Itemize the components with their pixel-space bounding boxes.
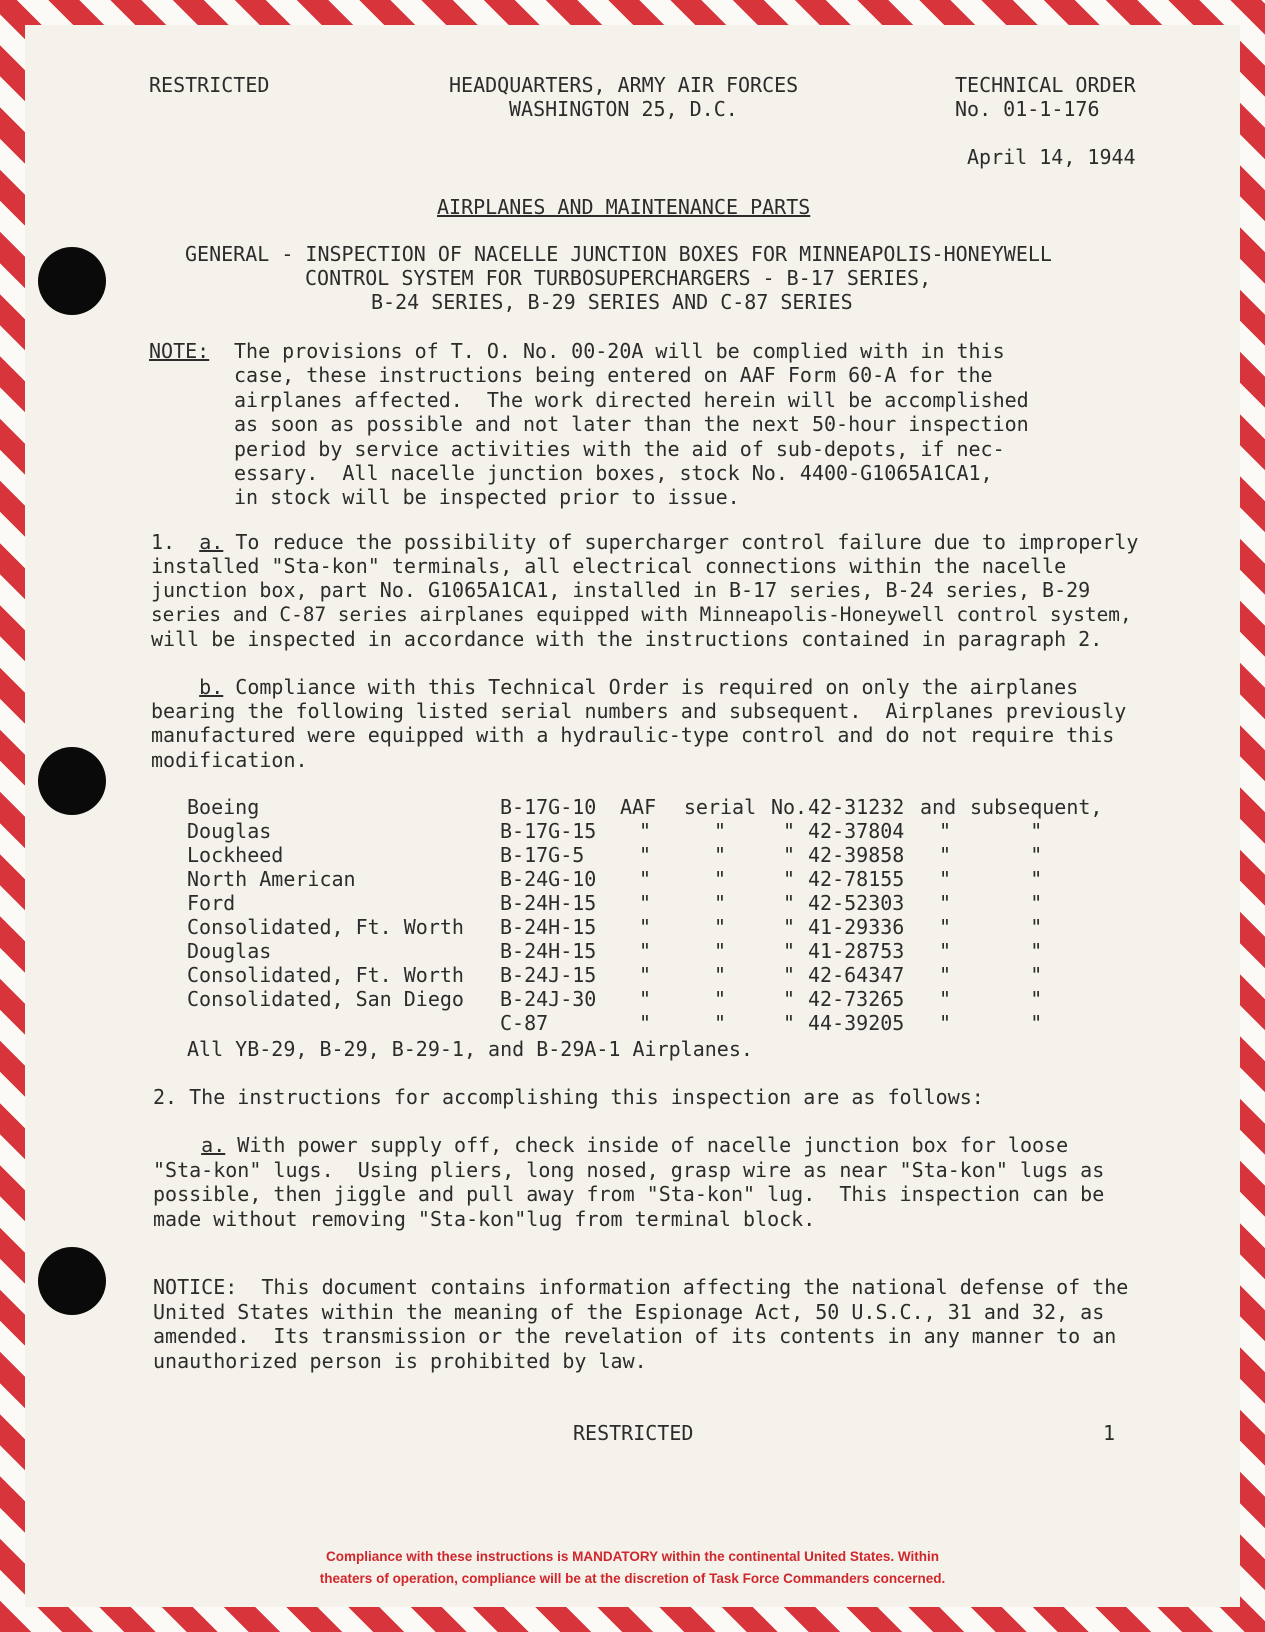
serial-number: 42-37804 bbox=[808, 819, 905, 843]
header-hq-line2: WASHINGTON 25, D.C. bbox=[509, 97, 738, 121]
paragraph-1a bbox=[151, 530, 1138, 651]
ditto-col-3: " bbox=[782, 939, 796, 963]
note-line: as soon as possible and not later than the next 50-hour inspection bbox=[234, 412, 1029, 437]
ditto-col-4: " bbox=[938, 963, 952, 987]
ditto-col-3: " bbox=[782, 1011, 796, 1035]
ditto-col-5: " bbox=[1030, 987, 1043, 1011]
manufacturer: Ford bbox=[187, 891, 236, 915]
serial-number: 42-39858 bbox=[808, 843, 905, 867]
serial-number: 42-64347 bbox=[808, 963, 905, 987]
ditto-col-1: " bbox=[638, 843, 652, 867]
category-heading: AIRPLANES AND MAINTENANCE PARTS bbox=[437, 195, 811, 219]
note-line: case, these instructions being entered on AAF Form 60-A for the bbox=[234, 363, 993, 388]
ditto-col-3: " bbox=[782, 819, 796, 843]
table-row bbox=[187, 915, 1102, 939]
manufacturer: North American bbox=[187, 867, 356, 891]
table-row bbox=[187, 843, 1102, 867]
paragraph-line: manufactured were equipped with a hydraulic-type control and do not require this bbox=[151, 723, 1115, 748]
model: B-24J-15 bbox=[500, 963, 597, 987]
ditto-col-4: " bbox=[938, 819, 952, 843]
ditto-col-1: AAF bbox=[620, 795, 657, 819]
ditto-col-1: " bbox=[638, 915, 652, 939]
paragraph-number: 1. bbox=[151, 530, 176, 554]
ditto-col-3: " bbox=[782, 915, 796, 939]
ditto-col-1: " bbox=[638, 891, 652, 915]
ditto-col-4: " bbox=[938, 843, 952, 867]
manufacturer: Lockheed bbox=[187, 843, 284, 867]
ditto-col-3: " bbox=[782, 963, 796, 987]
manufacturer: Douglas bbox=[187, 819, 272, 843]
model: C-87 bbox=[500, 1011, 549, 1035]
ditto-col-3: " bbox=[782, 891, 796, 915]
note-line: period by service activities with the aid of sub-depots, if nec- bbox=[234, 436, 1005, 461]
header-hq-line1: HEADQUARTERS, ARMY AIR FORCES bbox=[449, 73, 799, 97]
model: B-24H-15 bbox=[500, 891, 597, 915]
note-line: airplanes affected. The work directed herein will be accomplished bbox=[234, 387, 1029, 412]
ditto-col-1: " bbox=[638, 963, 652, 987]
note-line: essary. All nacelle junction boxes, stock No. 4400-G1065A1CA1, bbox=[234, 461, 993, 486]
model: B-24J-30 bbox=[500, 987, 597, 1011]
title-line-3: B-24 SERIES, B-29 SERIES AND C-87 SERIES bbox=[371, 290, 853, 314]
note-line: in stock will be inspected prior to issue. bbox=[234, 485, 740, 510]
ditto-col-2: " bbox=[713, 915, 727, 939]
paragraph-2-intro: 2. The instructions for accomplishing this inspection are as follows: bbox=[153, 1085, 984, 1109]
model: B-17G-15 bbox=[500, 819, 597, 843]
paragraph-line: bearing the following listed serial numbers and subsequent. Airplanes previously bbox=[151, 699, 1127, 724]
serial-number-table bbox=[187, 795, 1102, 1035]
ditto-col-3: " bbox=[782, 843, 796, 867]
model: B-17G-10 bbox=[500, 795, 597, 819]
table-row bbox=[187, 819, 1102, 843]
manufacturer: Consolidated, San Diego bbox=[187, 987, 464, 1011]
model: B-24G-10 bbox=[500, 867, 597, 891]
ditto-col-2: " bbox=[713, 987, 727, 1011]
paragraph-text: With power supply off, check inside of nacelle junction box for loose bbox=[225, 1133, 1069, 1157]
paragraph-letter: a. bbox=[199, 530, 224, 554]
ditto-col-5: " bbox=[1030, 891, 1043, 915]
ditto-col-5: " bbox=[1030, 867, 1043, 891]
ditto-col-1: " bbox=[638, 867, 652, 891]
ditto-col-4: " bbox=[938, 1011, 952, 1035]
manufacturer: Consolidated, Ft. Worth bbox=[187, 963, 464, 987]
manufacturer: Consolidated, Ft. Worth bbox=[187, 915, 464, 939]
notice-line: amended. Its transmission or the revelation of its contents in any manner to an bbox=[153, 1324, 1117, 1348]
ditto-col-2: " bbox=[713, 891, 727, 915]
ditto-col-4: " bbox=[938, 891, 952, 915]
paragraph-line: "Sta-kon" lugs. Using pliers, long nosed, grasp wire as near "Sta-kon" lugs as bbox=[153, 1157, 1105, 1182]
ditto-col-5: " bbox=[1030, 915, 1043, 939]
ditto-col-2: serial bbox=[683, 795, 757, 819]
note-label: NOTE: bbox=[149, 339, 210, 363]
paragraph-line: modification. bbox=[151, 747, 308, 772]
paragraph-line: series and C-87 series airplanes equipped with Minneapolis-Honeywell control system, bbox=[151, 602, 1132, 626]
manufacturer: Douglas bbox=[187, 939, 272, 963]
serial-number: 44-39205 bbox=[808, 1011, 905, 1035]
ditto-col-4: " bbox=[938, 915, 952, 939]
header-to-number: No. 01-1-176 bbox=[955, 97, 1100, 121]
serial-number: 42-78155 bbox=[808, 867, 905, 891]
binder-hole-top bbox=[38, 247, 106, 315]
compliance-notice-line-2: theaters of operation, compliance will be at the discretion of Task Force Commanders concerned. bbox=[319, 1571, 946, 1586]
b29-all-line: All YB-29, B-29, B-29-1, and B-29A-1 Airplanes. bbox=[187, 1037, 753, 1061]
ditto-col-3: " bbox=[782, 867, 796, 891]
ditto-col-3: No. bbox=[770, 795, 808, 819]
ditto-col-4: " bbox=[938, 987, 952, 1011]
ditto-col-1: " bbox=[638, 819, 652, 843]
serial-number: 42-52303 bbox=[808, 891, 905, 915]
ditto-col-1: " bbox=[638, 987, 652, 1011]
note-body bbox=[234, 339, 1029, 510]
model: B-17G-5 bbox=[500, 843, 585, 867]
ditto-col-1: " bbox=[638, 1011, 652, 1035]
paragraph-line: installed "Sta-kon" terminals, all electrical connections within the nacelle bbox=[151, 554, 1067, 579]
paragraph-2a bbox=[153, 1133, 1104, 1231]
page-number: 1 bbox=[1103, 1421, 1116, 1445]
binder-hole-bottom bbox=[38, 1247, 106, 1315]
table-row bbox=[187, 987, 1102, 1011]
ditto-col-5: " bbox=[1030, 1011, 1043, 1035]
table-row bbox=[187, 867, 1102, 891]
ditto-col-2: " bbox=[713, 939, 727, 963]
ditto-col-5: " bbox=[1030, 843, 1043, 867]
paragraph-line: made without removing "Sta-kon"lug from terminal block. bbox=[153, 1206, 816, 1231]
ditto-col-4: and bbox=[920, 795, 957, 819]
title-line-1: GENERAL - INSPECTION OF NACELLE JUNCTION BOXES FOR MINNEAPOLIS-HONEYWELL bbox=[185, 242, 1052, 266]
manufacturer bbox=[187, 1011, 500, 1035]
table-row bbox=[187, 1011, 1102, 1035]
ditto-col-2: " bbox=[713, 1011, 727, 1035]
paragraph-letter: a. bbox=[201, 1133, 226, 1157]
table-row bbox=[187, 963, 1102, 987]
table-row bbox=[187, 891, 1102, 915]
serial-number: 41-29336 bbox=[808, 915, 905, 939]
table-row bbox=[187, 795, 1102, 819]
serial-number: 41-28753 bbox=[808, 939, 905, 963]
paragraph-letter: b. bbox=[199, 675, 224, 699]
ditto-col-4: " bbox=[938, 867, 952, 891]
document-date: April 14, 1944 bbox=[967, 145, 1136, 169]
notice-line: United States within the meaning of the Espionage Act, 50 U.S.C., 31 and 32, as bbox=[153, 1299, 1105, 1324]
ditto-col-1: " bbox=[638, 939, 652, 963]
model: B-24H-15 bbox=[500, 915, 597, 939]
ditto-col-2: " bbox=[713, 843, 727, 867]
ditto-col-2: " bbox=[713, 819, 727, 843]
ditto-col-3: " bbox=[782, 987, 796, 1011]
footer-classification: RESTRICTED bbox=[573, 1421, 694, 1445]
ditto-col-5: " bbox=[1030, 939, 1043, 963]
model: B-24H-15 bbox=[500, 939, 597, 963]
header-classification: RESTRICTED bbox=[149, 73, 270, 97]
document-sheet bbox=[25, 25, 1240, 1607]
binder-hole-middle bbox=[38, 747, 106, 815]
security-notice bbox=[153, 1275, 1128, 1373]
ditto-col-2: " bbox=[713, 963, 727, 987]
table-row bbox=[187, 939, 1102, 963]
notice-line: unauthorized person is prohibited by law. bbox=[153, 1348, 647, 1373]
ditto-col-5: subsequent, bbox=[970, 795, 1103, 819]
paragraph-line: possible, then jiggle and pull away from "Sta-kon" lug. This inspection can be bbox=[153, 1182, 1105, 1206]
ditto-col-2: " bbox=[713, 867, 727, 891]
compliance-notice-line-1: Compliance with these instructions is MANDATORY within the continental United States. Within bbox=[326, 1549, 939, 1564]
note-line: The provisions of T. O. No. 00-20A will be complied with in this bbox=[234, 339, 1005, 363]
ditto-col-4: " bbox=[938, 939, 952, 963]
serial-number: 42-31232 bbox=[808, 795, 905, 819]
paragraph-text: Compliance with this Technical Order is required on only the airplanes bbox=[223, 675, 1079, 699]
header-to-label: TECHNICAL ORDER bbox=[955, 73, 1136, 97]
paragraph-1b bbox=[151, 675, 1126, 772]
ditto-col-5: " bbox=[1030, 963, 1043, 987]
paragraph-text: To reduce the possibility of supercharger control failure due to improperly bbox=[223, 530, 1139, 554]
paragraph-line: junction box, part No. G1065A1CA1, installed in B-17 series, B-24 series, B-29 bbox=[151, 578, 1091, 603]
manufacturer: Boeing bbox=[187, 795, 260, 819]
ditto-col-5: " bbox=[1030, 819, 1043, 843]
notice-line: NOTICE: This document contains information affecting the national defense of the bbox=[153, 1275, 1129, 1299]
paragraph-line: will be inspected in accordance with the instructions contained in paragraph 2. bbox=[151, 626, 1103, 651]
serial-number: 42-73265 bbox=[808, 987, 905, 1011]
title-line-2: CONTROL SYSTEM FOR TURBOSUPERCHARGERS - B-17 SERIES, bbox=[305, 266, 932, 290]
